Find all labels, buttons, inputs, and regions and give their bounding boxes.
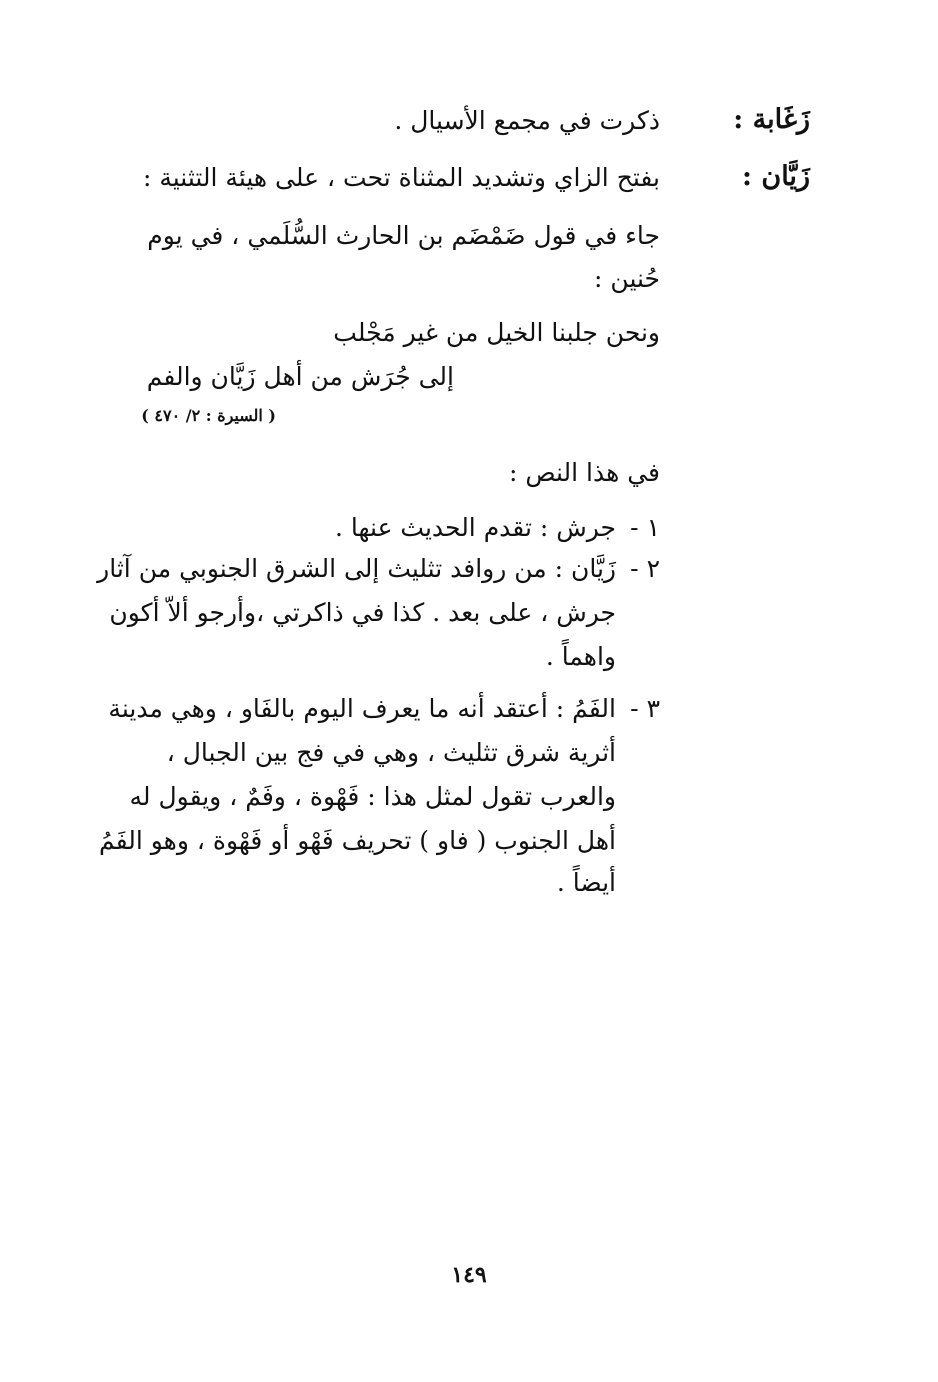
text-heading: في هذا النص :: [508, 458, 660, 487]
entry-definition-zayyan: بفتح الزاي وتشديد المثناة تحت ، على هيئة التثنية :: [142, 163, 660, 192]
poem-citation: ( السيرة : ٢/ ٤٧٠ ): [141, 406, 276, 425]
page-number: ١٤٩: [451, 1262, 487, 1288]
entry-term-zayyan: زَيَّان :: [742, 161, 810, 192]
note-3-line-2: أثرية شرق تثليث ، وهي في فج بين الجبال ،: [166, 738, 616, 767]
entry-definition-zaghaba: ذكرت في مجمع الأسيال .: [394, 106, 660, 135]
note-number-2: ٢ -: [630, 554, 660, 583]
note-2-line-3: واهماً .: [545, 642, 616, 671]
quote-intro-line-2: حُنين :: [594, 264, 660, 293]
entry-term-zaghaba: زَغَابة :: [733, 104, 810, 135]
note-3-line-1: الفَمُ : أعتقد أنه ما يعرف اليوم بالفَاو ، وهي مدينة: [108, 694, 616, 723]
note-2-line-1: زَيَّان : من روافد تثليث إلى الشرق الجنوبي من آثار: [97, 554, 616, 583]
note-2-line-2: جرش ، على بعد . كذا في ذاكرتي ،وأرجو ألاّ أكون: [109, 598, 616, 627]
note-3-line-5: أيضاً .: [556, 868, 616, 897]
poem-verse-2: إلى جُرَش من أهل زَيَّان والفم: [146, 362, 454, 391]
note-number-3: ٣ -: [630, 694, 660, 723]
note-3-line-3: والعرب تقول لمثل هذا : فَهْوة ، وفَمٌ ، ويقول له: [129, 782, 616, 811]
note-number-1: ١ -: [630, 513, 660, 542]
poem-verse-1: ونحن جلبنا الخيل من غير مَجْلب: [333, 318, 660, 347]
note-3-line-4: أهل الجنوب ( فاو ) تحريف فَهْو أو فَهْوة ، وهو الفَمُ: [98, 826, 616, 855]
note-1-line-1: جرش : تقدم الحديث عنها .: [334, 513, 616, 542]
quote-intro-line-1: جاء في قول ضَمْضَم بن الحارث السُّلَمي ، في يوم: [147, 221, 660, 250]
